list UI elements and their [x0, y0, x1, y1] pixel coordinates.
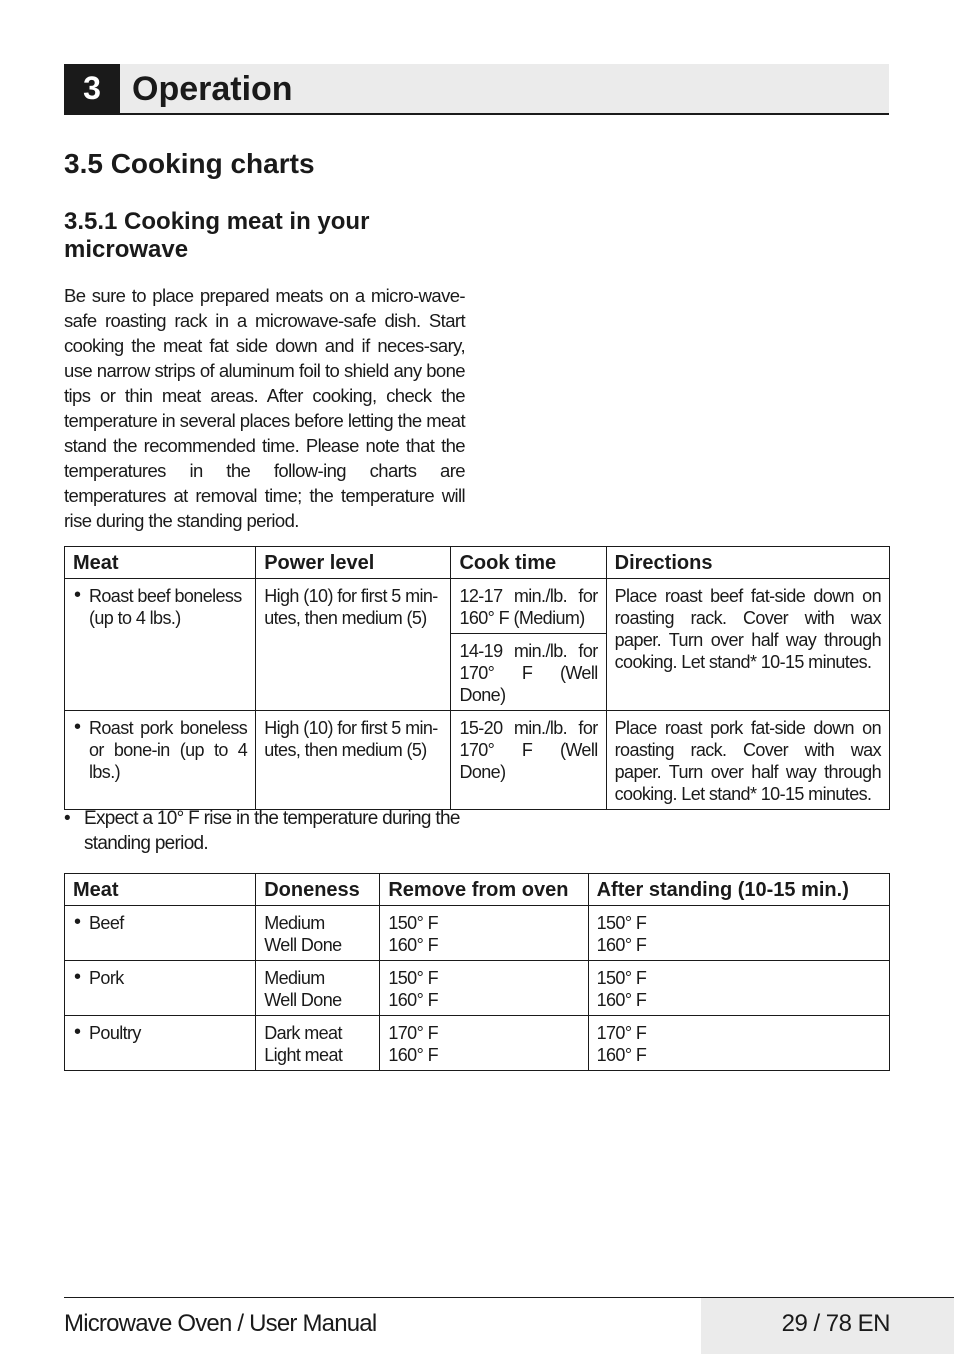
doneness-table — [64, 873, 890, 1071]
doneness-value: Well Done — [264, 990, 342, 1010]
cook-time-cell: 15-20 min./lb. for 170° F (Well Done) — [451, 711, 606, 810]
cook-time-value: 14-19 min./lb. for 170° F (Well Done) — [451, 633, 605, 710]
doneness-cell — [256, 1016, 380, 1071]
cooking-time-table — [64, 546, 890, 810]
chapter-title: Operation — [132, 70, 293, 108]
temp-value: 170° F — [388, 1023, 438, 1043]
table-row — [65, 961, 890, 1016]
temp-value: 150° F — [596, 968, 647, 988]
section-title: 3.5 Cooking charts — [64, 148, 315, 179]
after-standing-cell — [588, 961, 889, 1016]
doneness-value: Light meat — [264, 1045, 343, 1065]
remove-temp-cell — [380, 1016, 588, 1071]
subsection-title: 3.5.1 Cooking meat in your microwave — [64, 208, 370, 263]
temp-value: 160° F — [388, 935, 438, 955]
column-header: Doneness — [256, 874, 380, 906]
table-header-row — [65, 547, 890, 579]
column-header: After standing (10-15 min.) — [588, 874, 889, 906]
doneness-value: Medium — [264, 968, 325, 988]
after-standing-cell — [588, 906, 889, 961]
directions-cell: Place roast pork fat-side down on roasting rack. Cover with wax paper. Turn over half way through cooking. Let stand* 10-15 minutes. — [606, 711, 889, 810]
chapter-number: 3 — [64, 64, 120, 113]
column-header: Directions — [606, 547, 889, 579]
table-header-row — [65, 874, 890, 906]
table-row — [65, 579, 890, 711]
doneness-cell — [256, 961, 380, 1016]
column-header: Cook time — [451, 547, 606, 579]
table-row — [65, 711, 890, 810]
power-cell: High (10) for first 5 min-utes, then medium (5) — [256, 579, 451, 711]
chapter-header — [64, 64, 889, 115]
temperature-note: • Expect a 10° F rise in the temperature during the standing period. — [64, 806, 474, 856]
doneness-value: Dark meat — [264, 1023, 342, 1043]
doneness-cell — [256, 906, 380, 961]
meat-cell: • Roast beef boneless (up to 4 lbs.) — [65, 579, 256, 711]
cook-time-cell — [451, 579, 606, 711]
meat-cell: • Roast pork boneless or bone-in (up to 4 lbs.) — [65, 711, 256, 810]
directions-cell: Place roast beef fat-side down on roasting rack. Cover with wax paper. Turn over half way through cooking. Let stand* 10-15 minutes. — [606, 579, 889, 711]
temp-value: 150° F — [388, 968, 438, 988]
temp-value: 150° F — [596, 913, 647, 933]
temp-value: 160° F — [596, 935, 647, 955]
meat-cell: • Pork — [65, 961, 256, 1016]
footer-title: Microwave Oven / User Manual — [64, 1310, 377, 1337]
doneness-value: Medium — [264, 913, 325, 933]
column-header: Meat — [65, 874, 256, 906]
page-number: 29 / 78 EN — [781, 1310, 890, 1337]
cook-time-value: 12-17 min./lb. for 160° F (Medium) — [459, 586, 598, 628]
temp-value: 160° F — [596, 990, 647, 1010]
temp-value: 150° F — [388, 913, 438, 933]
column-header: Remove from oven — [380, 874, 588, 906]
temp-value: 160° F — [388, 1045, 438, 1065]
table-row — [65, 1016, 890, 1071]
column-header: Power level — [256, 547, 451, 579]
remove-temp-cell — [380, 961, 588, 1016]
column-header: Meat — [65, 547, 256, 579]
temp-value: 160° F — [388, 990, 438, 1010]
meat-cell: • Beef — [65, 906, 256, 961]
remove-temp-cell — [380, 906, 588, 961]
power-cell: High (10) for first 5 min-utes, then medium (5) — [256, 711, 451, 810]
table-row — [65, 906, 890, 961]
temp-value: 160° F — [596, 1045, 647, 1065]
temp-value: 170° F — [596, 1023, 647, 1043]
doneness-value: Well Done — [264, 935, 342, 955]
after-standing-cell — [588, 1016, 889, 1071]
intro-paragraph: Be sure to place prepared meats on a micro-wave-safe roasting rack in a microwave-safe dish. Start cooking the meat fat side down and if neces-sary, use narrow strips of aluminum foil to shield any bone tips or thin meat areas. After cooking, check the temperature in several places before letting the meat stand the recommended time. Please note that the temperatures in the follow-ing charts are temperatures at removal time; the temperature will rise during the standing period. — [64, 285, 465, 531]
meat-cell: • Poultry — [65, 1016, 256, 1071]
